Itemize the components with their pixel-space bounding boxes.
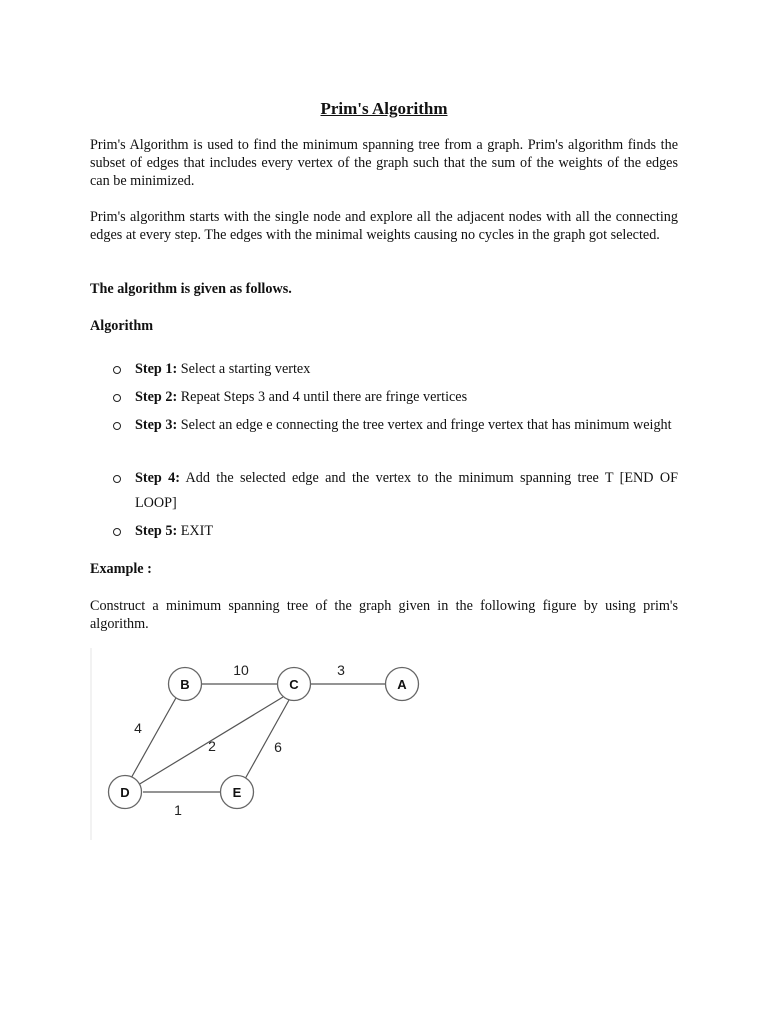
example-heading: Example : [90, 561, 152, 577]
step-label: Step 2: [135, 389, 178, 405]
step-text: Select an edge e connecting the tree vertex and fringe vertex that has minimum weight [177, 417, 672, 433]
bullet-icon [113, 422, 121, 430]
bullet-icon [113, 528, 121, 536]
graph-figure [90, 648, 430, 840]
graph-edge-b-d [130, 696, 177, 780]
node-label: C [289, 677, 299, 692]
algorithm-heading: Algorithm [90, 318, 154, 334]
example-paragraph: Construct a minimum spanning tree of the graph given in the following figure by using prim's algorithm. [90, 598, 678, 633]
node-label: E [232, 785, 242, 800]
edge-weight-label: 6 [274, 739, 282, 755]
graph-node-a [386, 668, 419, 701]
node-label: A [397, 677, 407, 692]
bullet-icon [113, 366, 121, 374]
step-label: Step 5: [135, 523, 178, 539]
step-text: EXIT [177, 523, 214, 539]
step-text: Repeat Steps 3 and 4 until there are fringe vertices [177, 389, 468, 405]
node-label: B [180, 677, 190, 692]
step-text: Select a starting vertex [177, 361, 311, 377]
edge-weight-label: 2 [208, 738, 216, 754]
node-label: D [120, 785, 130, 800]
edge-weight-label: 3 [337, 662, 345, 678]
graph-edge-c-e [245, 700, 289, 779]
graph-node-b [169, 668, 202, 701]
graph-node-e [221, 776, 254, 809]
edge-weight-label: 4 [134, 720, 142, 736]
description-paragraph: Prim's algorithm starts with the single node and explore all the adjacent nodes with all the connecting edges at every step. The edges with the minimal weights causing no cycles in the graph got selected. [90, 209, 678, 244]
graph-node-d [109, 776, 142, 809]
step-label: Step 1: [135, 361, 178, 377]
bullet-icon [113, 394, 121, 402]
page-title: Prim's Algorithm [320, 99, 448, 118]
step-label: Step 4: [135, 470, 180, 486]
edge-weight-label: 1 [174, 802, 182, 818]
edge-weight-label: 10 [233, 662, 249, 678]
step-text: Add the selected edge and the vertex to the minimum spanning tree T [END OF LOOP] [135, 470, 678, 511]
intro-paragraph: Prim's Algorithm is used to find the minimum spanning tree from a graph. Prim's algorithm finds the subset of edges that includes every vertex of the graph such that the sum of the weights of the edges can be minimized. [90, 137, 678, 190]
graph-node-c [278, 668, 311, 701]
step-label: Step 3: [135, 417, 178, 433]
bullet-icon [113, 475, 121, 483]
given-heading: The algorithm is given as follows. [90, 281, 292, 297]
